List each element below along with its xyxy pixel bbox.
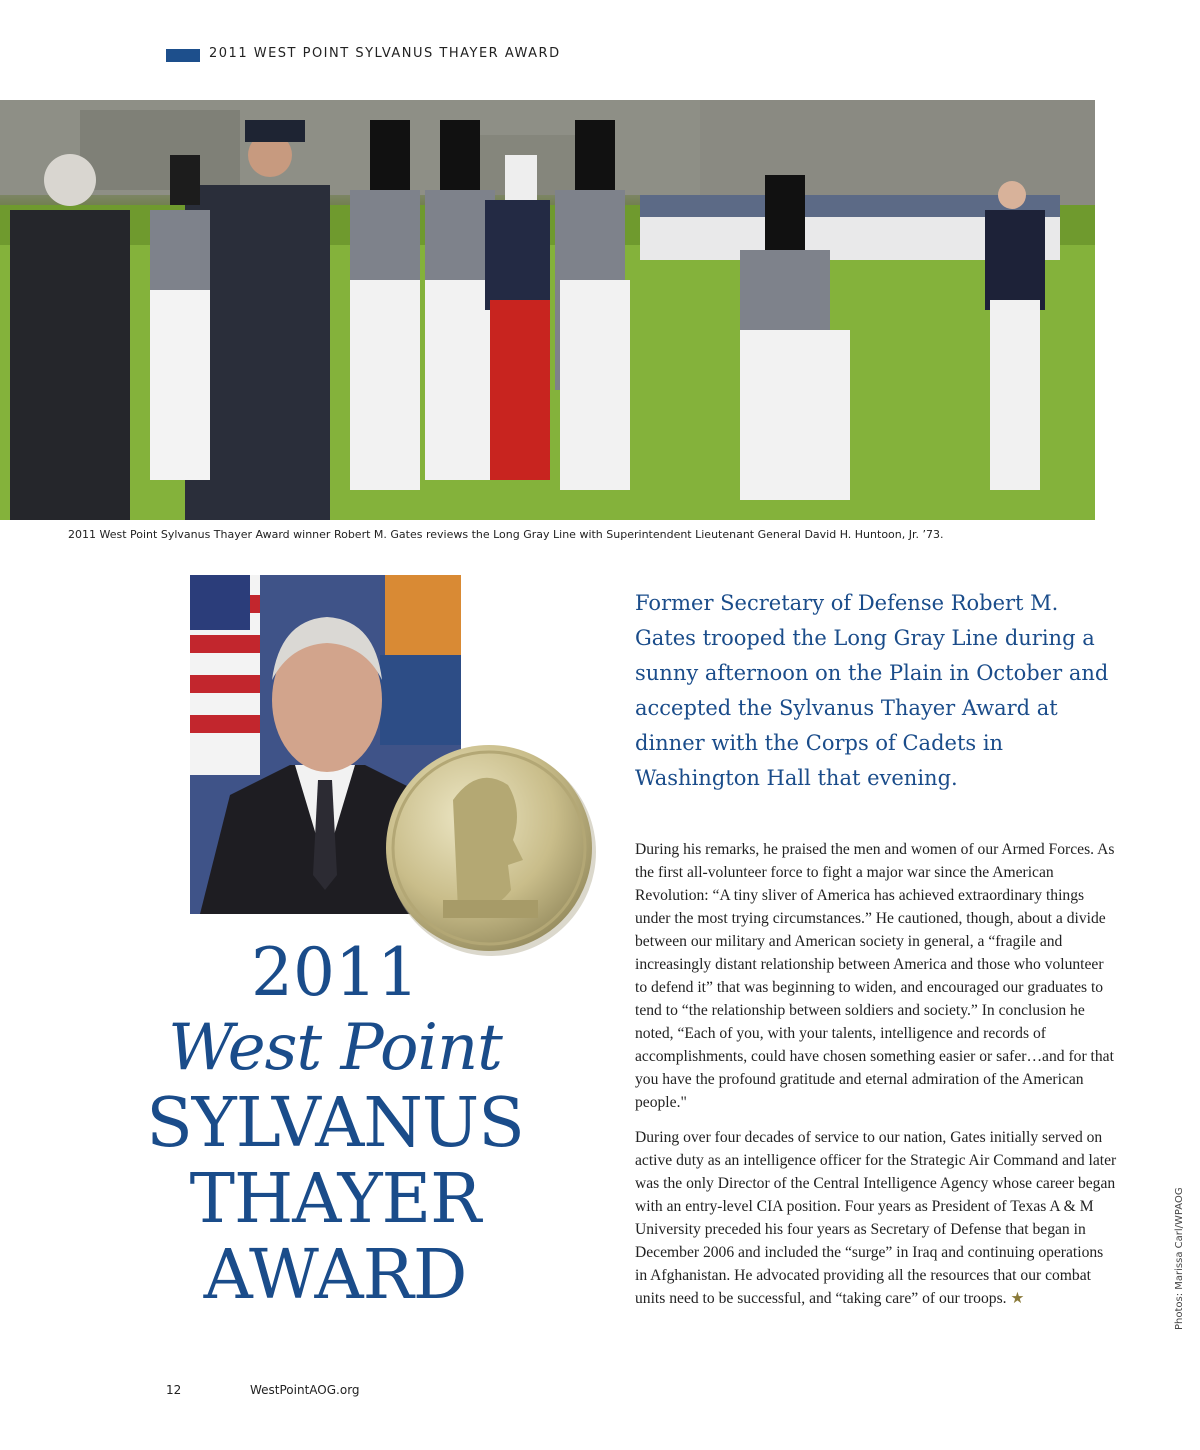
- page-number: 12: [166, 1383, 182, 1397]
- title-year: 2011: [251, 934, 419, 1011]
- hero-photo: [0, 100, 1095, 520]
- header-bar: [166, 49, 200, 62]
- body-paragraph-2: [635, 1126, 1117, 1310]
- title-award: AWARD: [203, 1236, 467, 1315]
- thayer-medal: [383, 740, 601, 958]
- section-header: 2011 WEST POINT SYLVANUS THAYER AWARD: [209, 46, 561, 61]
- body-paragraph-1: During his remarks, he praised the men and women of our Armed Forces. As the first all-volunteer force to fight a major war since the American Revolution: “A tiny sliver of America has achieved extraordinary things under the most trying circumstances.” He cautioned, though, about a divide between our military and American society in general, a “fragile and increasingly distant relationship between America and those who volunteer to defend it” that was beginning to widen, and encouraged our graduates to tend to “the relationship between soldiers and society.” In conclusion he noted, “Each of you, with your talents, intelligence and records of accomplishments, could have chosen something easier or safer…and for that you have the profound gratitude and eternal admiration of the American people.": [635, 841, 1115, 1111]
- photo-credit: Photos: Marissa Carl/WPAOG: [1174, 1187, 1185, 1330]
- hero-caption: 2011 West Point Sylvanus Thayer Award winner Robert M. Gates reviews the Long Gray Line with Superintendent Lieutenant General David H. Huntoon, Jr. ’73.: [68, 528, 944, 541]
- title-west-point: West Point: [168, 1011, 502, 1085]
- end-star-icon: ★: [1010, 1290, 1025, 1307]
- article-body: [635, 838, 1117, 1322]
- award-title: [100, 934, 570, 1318]
- title-thayer: THAYER: [189, 1160, 481, 1239]
- lead-paragraph: Former Secretary of Defense Robert M. Gates trooped the Long Gray Line during a sunny afternoon on the Plain in October and accepted the Sylvanus Thayer Award at dinner with the Corps of Cadets in Washington Hall that evening.: [635, 591, 1109, 790]
- title-sylvanus: SYLVANUS: [146, 1084, 524, 1163]
- body-paragraph-2-text: During over four decades of service to our nation, Gates initially served on active duty as an intelligence officer for the Strategic Air Command and later was the only Director of the Central Intelligence Agency whose career began with an entry-level CIA position. Four years as President of Texas A & M University preceded his four years as Secretary of Defense that began in December 2006 and included the “surge” in Iraq and continuing operations in Afghanistan. He advocated providing all the resources that our combat units need to be successful, and “taking care” of our troops.: [635, 1129, 1117, 1307]
- site-url: WestPointAOG.org: [250, 1383, 360, 1397]
